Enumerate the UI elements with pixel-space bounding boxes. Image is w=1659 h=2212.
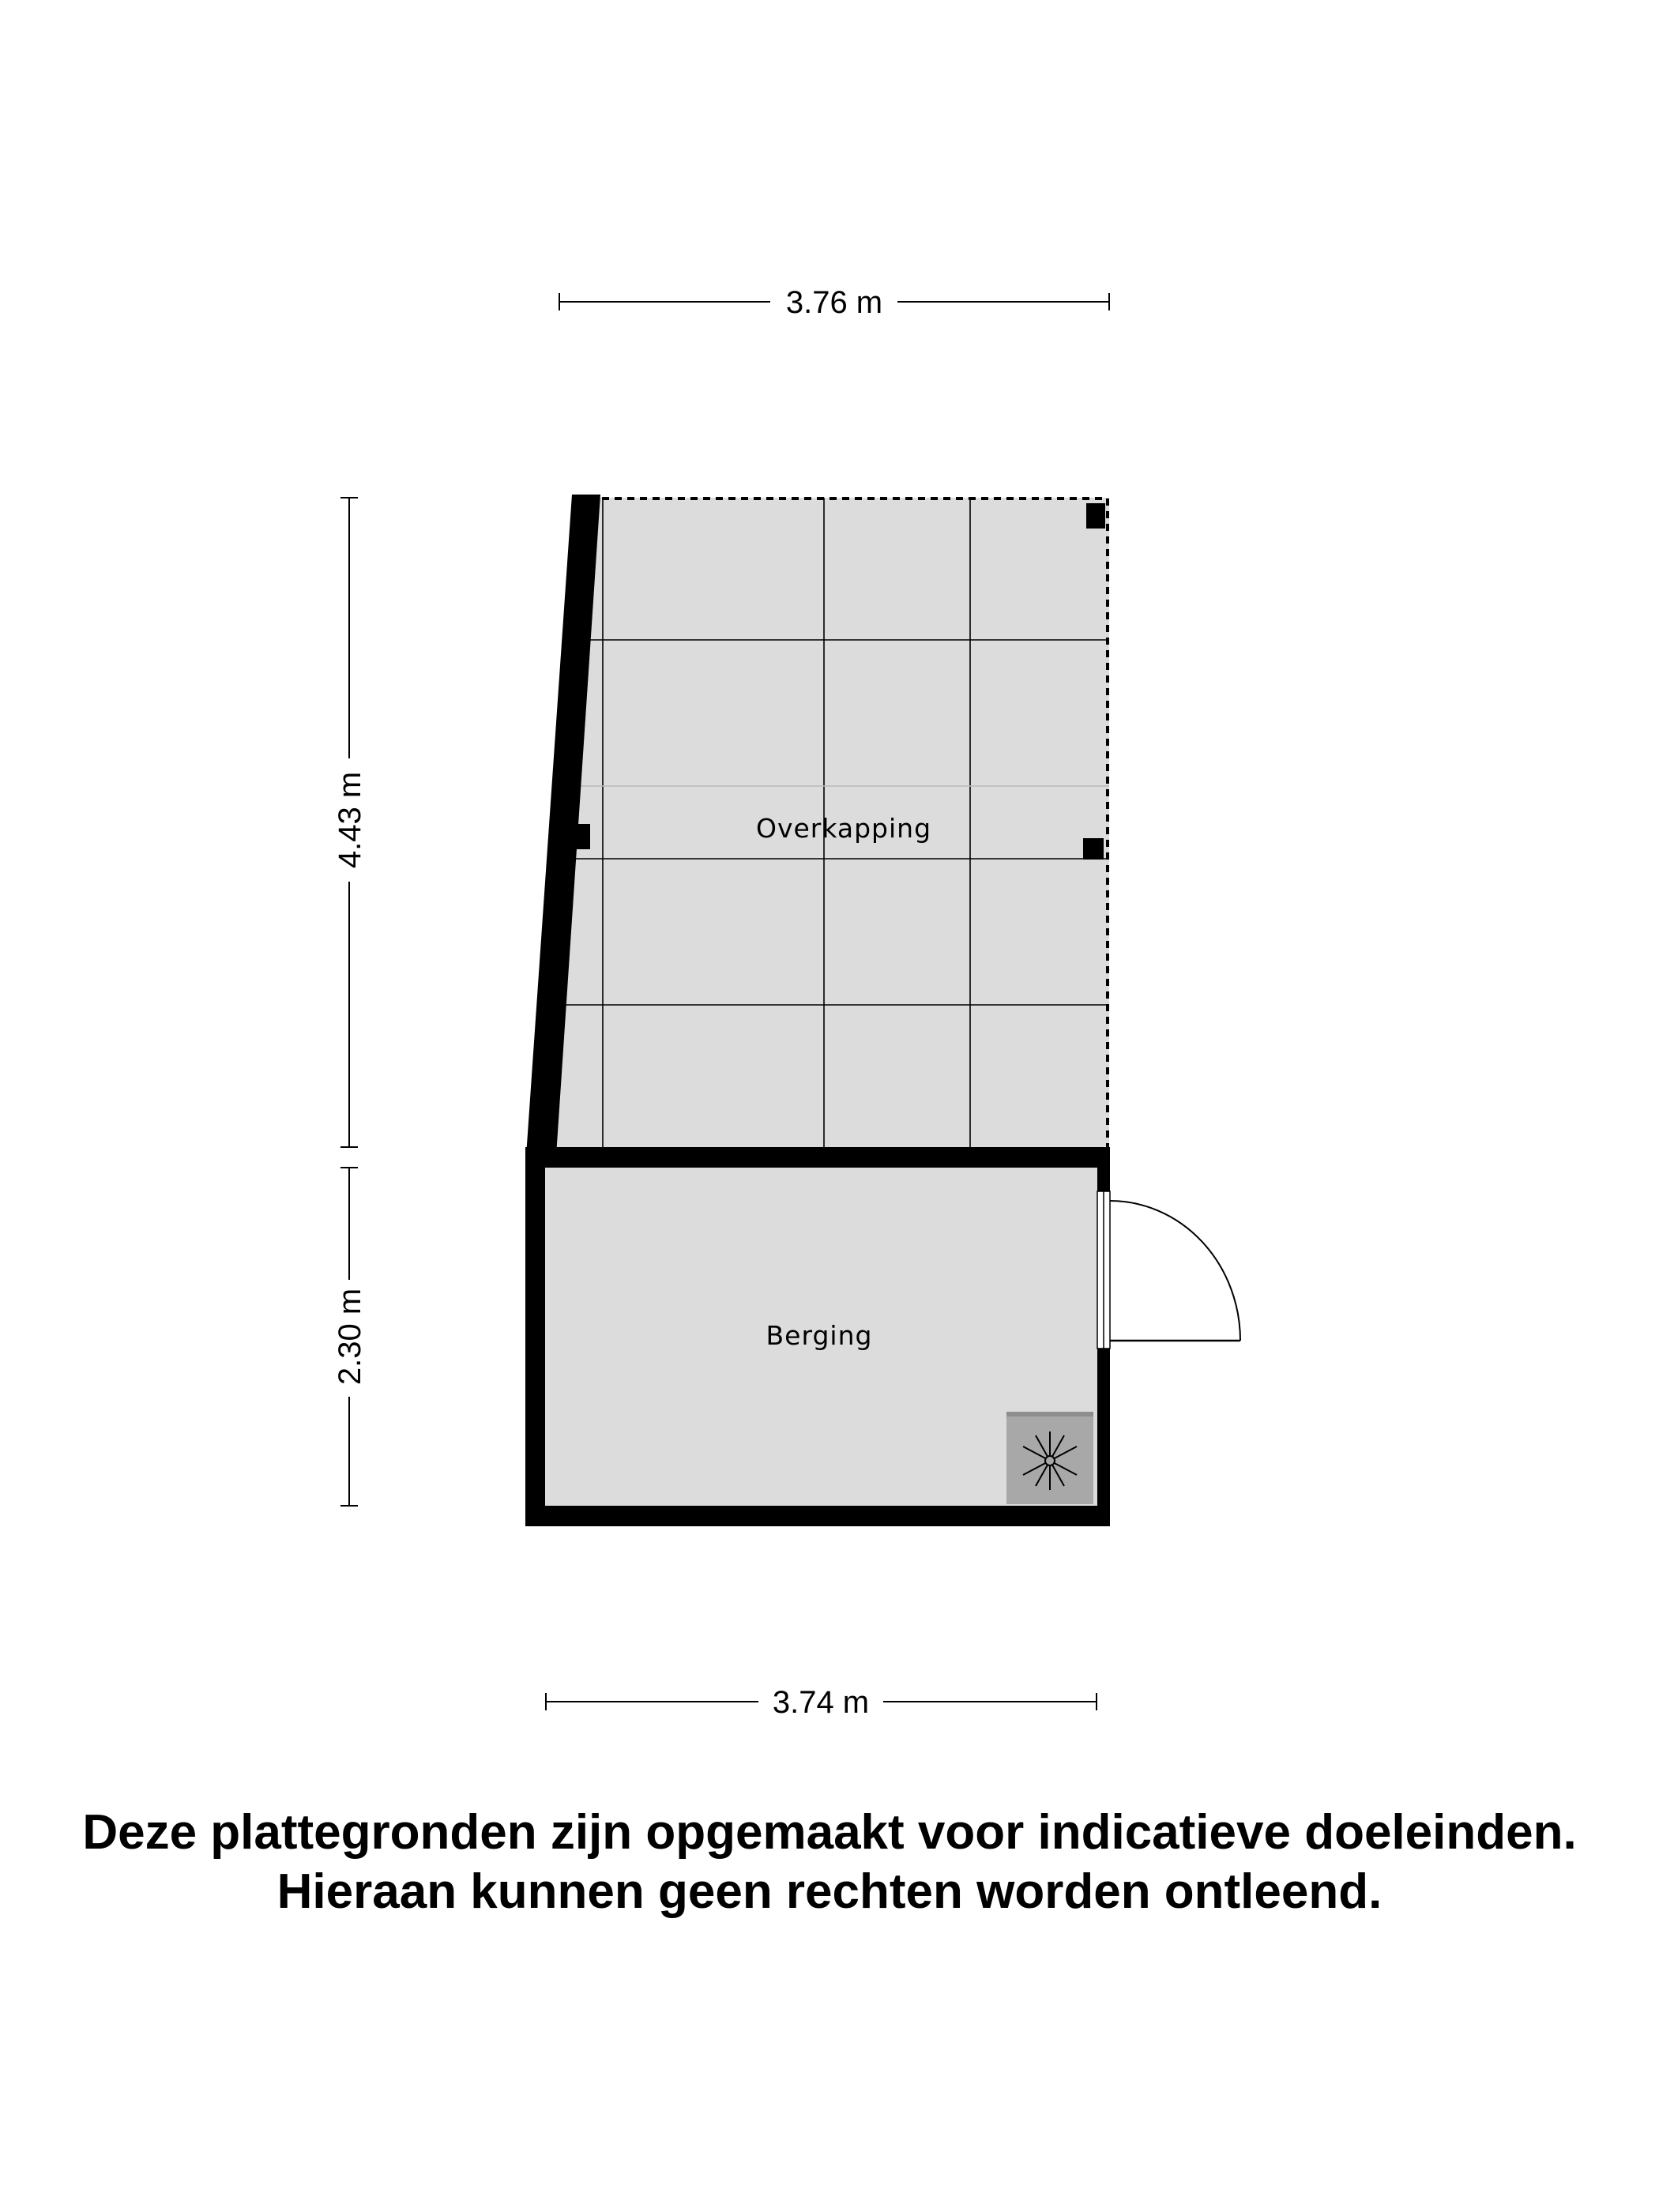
dimension-label-top: 3.76 m — [785, 285, 883, 320]
post-top-right — [1086, 503, 1105, 529]
berging-wall-top — [525, 1147, 1110, 1168]
room-label-berging: Berging — [766, 1320, 873, 1351]
room-label-overkapping: Overkapping — [755, 813, 932, 844]
berging-wall-right-lower — [1097, 1349, 1110, 1526]
berging-room — [525, 1147, 1240, 1526]
berging-wall-left — [525, 1147, 545, 1526]
post-left — [574, 824, 590, 849]
dimension-label-left-overkapping: 4.43 m — [333, 771, 367, 869]
door-swing-icon — [1097, 1191, 1240, 1349]
overkapping-area — [526, 495, 1109, 1156]
disclaimer-line-2: Hieraan kunnen geen rechten worden ontleend. — [276, 1864, 1382, 1919]
post-middle-right — [1083, 838, 1104, 860]
dimension-label-left-berging: 2.30 m — [333, 1288, 367, 1386]
boiler-icon — [1006, 1412, 1093, 1504]
disclaimer-line-1: Deze plattegronden zijn opgemaakt voor indicatieve doeleinden. — [82, 1805, 1577, 1860]
berging-wall-right-upper — [1097, 1147, 1110, 1191]
berging-wall-bottom — [525, 1506, 1110, 1526]
dimension-label-bottom: 3.74 m — [772, 1685, 870, 1720]
